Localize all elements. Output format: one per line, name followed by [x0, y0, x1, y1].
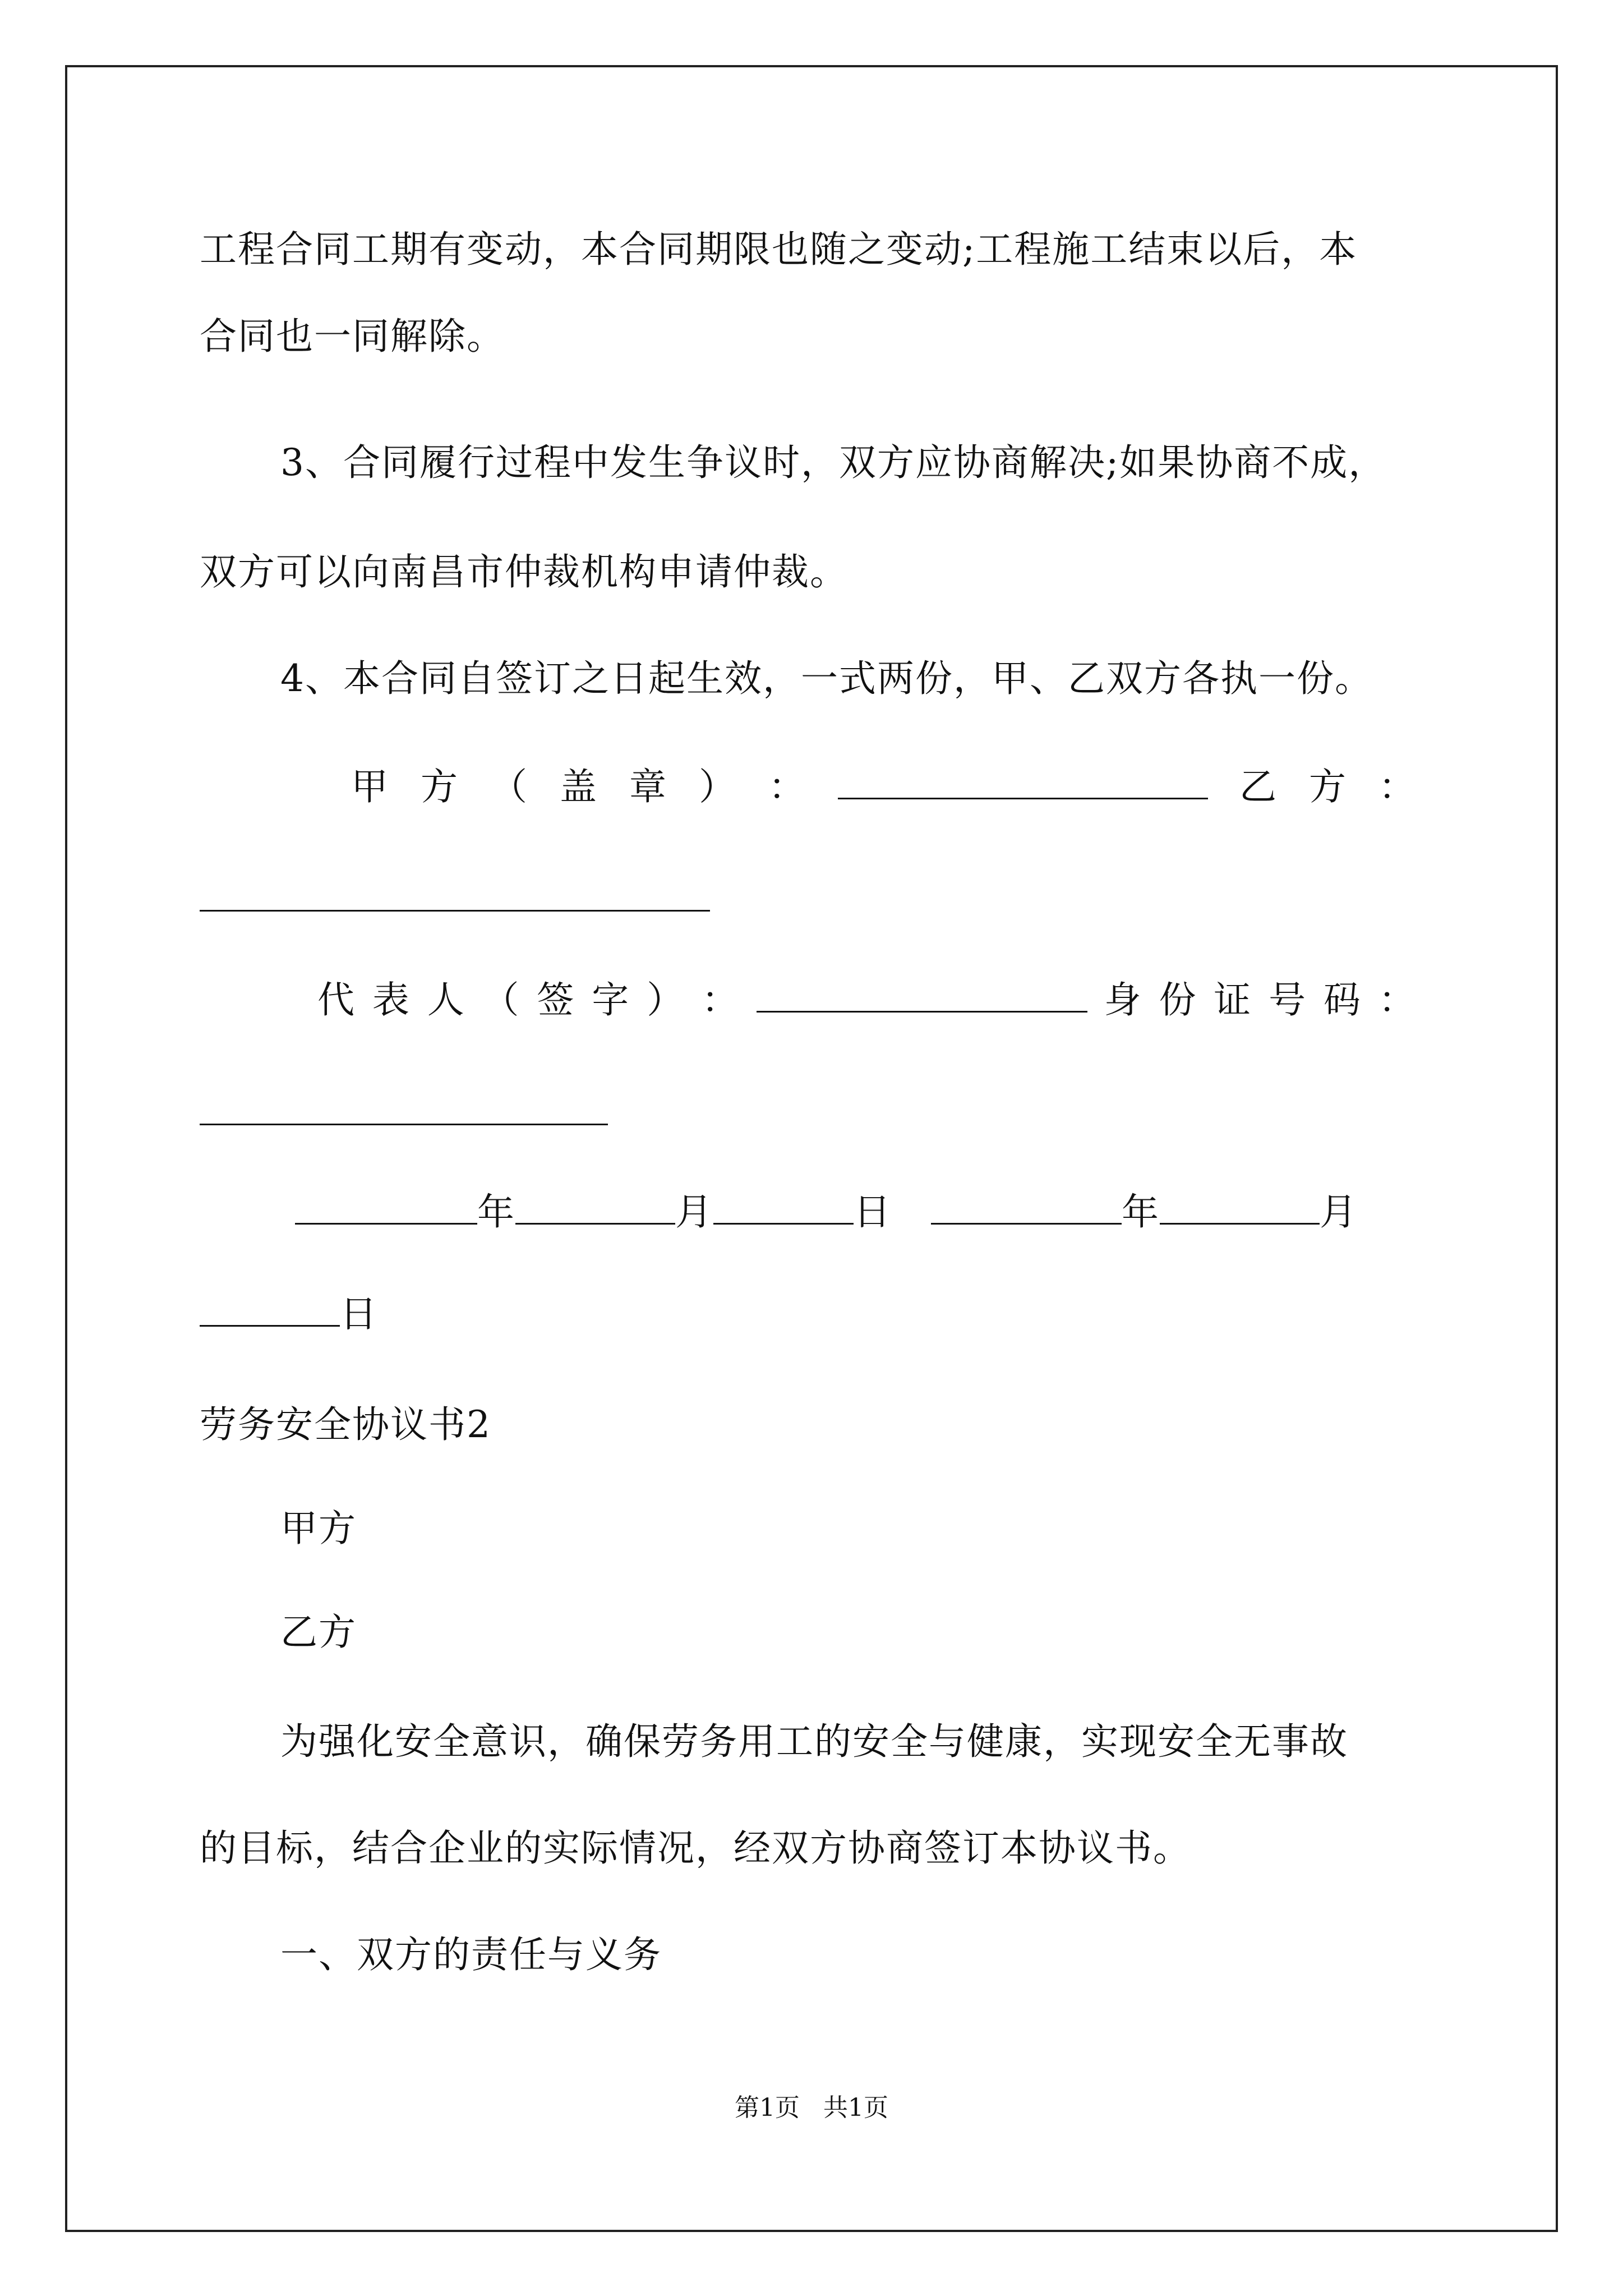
signature-row-party: [351, 763, 1417, 809]
month-blank: [1160, 1188, 1320, 1225]
label-char: 盖: [560, 765, 598, 808]
party-b-label: 乙方: [280, 1611, 357, 1654]
page-footer: 第1页 共1页: [735, 2093, 888, 2122]
section-title: 劳务安全协议书2: [200, 1403, 491, 1446]
text-line: 工程合同工期有变动，本合同期限也随之变动;工程施工结束以后，本: [200, 228, 1358, 271]
month-label: 月: [1320, 1190, 1358, 1234]
month-blank: [515, 1188, 675, 1225]
label-char: 方: [1309, 765, 1347, 808]
label-char: ）: [647, 978, 685, 1022]
label-char: ：: [1378, 765, 1417, 808]
label-char: 人: [427, 978, 465, 1022]
label-char: 乙: [1239, 765, 1278, 808]
month-label: 月: [675, 1190, 713, 1234]
section-heading: 一、双方的责任与义务: [280, 1933, 662, 1976]
label-char: 章: [629, 765, 667, 808]
label-char: 方: [421, 765, 459, 808]
label-char: （: [490, 765, 528, 808]
representative-blank: [757, 976, 1087, 1013]
clause-4-line: 4、本合同自签订之日起生效，一式两份，甲、乙双方各执一份。: [280, 657, 1373, 700]
party-a-label: 甲方: [280, 1507, 357, 1550]
label-char: 身: [1104, 978, 1142, 1022]
label-char: ：: [1378, 978, 1417, 1022]
day-blank: [200, 1290, 340, 1327]
year-label: 年: [477, 1190, 515, 1234]
label-char: ：: [701, 978, 740, 1022]
year-label: 年: [1122, 1190, 1160, 1234]
year-blank: [295, 1188, 477, 1225]
day-blank: [713, 1188, 854, 1225]
label-char: 表: [372, 978, 411, 1022]
label-char: 代: [317, 978, 356, 1022]
day-label: 日: [854, 1190, 892, 1234]
party-b-blank: [200, 910, 710, 912]
label-char: 号: [1269, 978, 1307, 1022]
day-label: 日: [340, 1292, 378, 1336]
date-row: [295, 1188, 1358, 1235]
label-char: 签: [537, 978, 575, 1022]
id-number-blank: [200, 1124, 608, 1125]
text-line: 合同也一同解除。: [200, 315, 505, 358]
label-char: 证: [1214, 978, 1252, 1022]
party-a-seal-blank: [838, 763, 1208, 799]
date-row-continued: [200, 1290, 378, 1337]
page-border: [65, 65, 1558, 2232]
label-char: 字: [592, 978, 630, 1022]
label-char: 码: [1323, 978, 1362, 1022]
paragraph-line: 的目标，结合企业的实际情况，经双方协商签订本协议书。: [200, 1826, 1191, 1870]
label-char: 甲: [351, 765, 389, 808]
label-char: 份: [1159, 978, 1197, 1022]
label-char: ）: [699, 765, 737, 808]
label-char: ：: [768, 765, 806, 808]
signature-row-representative: [317, 976, 1417, 1023]
text-line: 双方可以向南昌市仲裁机构申请仲裁。: [200, 550, 848, 593]
label-char: （: [482, 978, 520, 1022]
year-blank: [931, 1188, 1122, 1225]
paragraph-line: 为强化安全意识，确保劳务用工的安全与健康，实现安全无事故: [280, 1720, 1348, 1763]
clause-3-line: 3、合同履行过程中发生争议时，双方应协商解决;如果协商不成，: [280, 441, 1387, 484]
